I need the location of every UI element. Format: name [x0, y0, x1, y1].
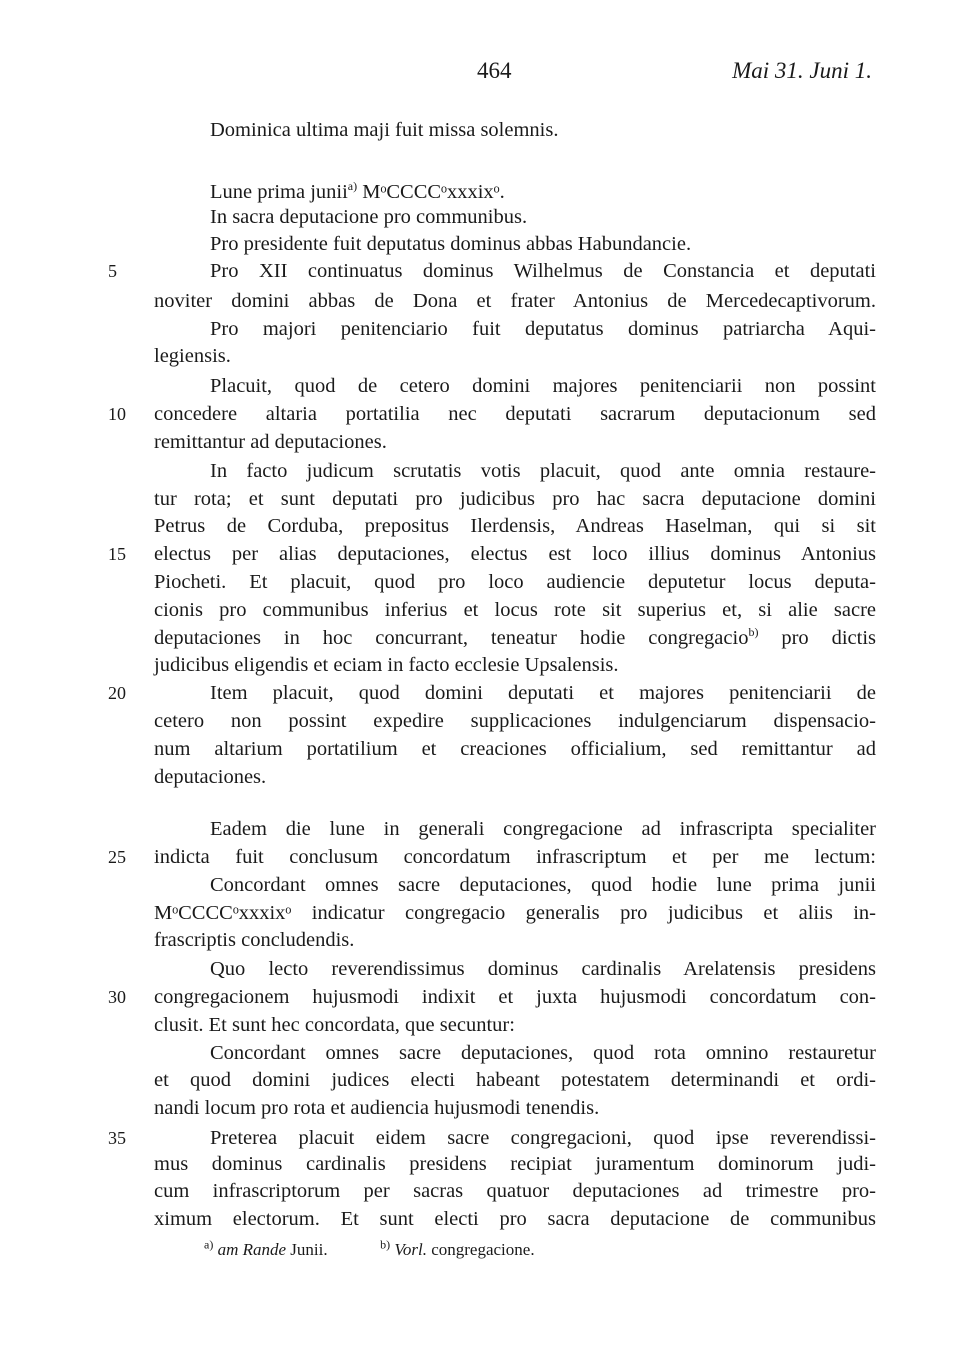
text-line: frascriptis concludendis.: [154, 929, 355, 951]
text-line: Concordant omnes sacre deputaciones, quod rota omnino restauretur: [210, 1042, 876, 1064]
text-line: In facto judicum scrutatis votis placuit, quod ante omnia restaure-: [210, 460, 876, 482]
text-line: Lune prima junii$^{a)}$ MᵒCCCCᵒxxxixᵒ.: [210, 179, 505, 203]
text-line: cetero non possint expedire supplicaciones indulgenciarum dispensacio-: [154, 710, 876, 732]
text-line: Piocheti. Et placuit, quod pro loco audiencie deputetur locus deputa-: [154, 571, 876, 593]
text-line: Quo lecto reverendissimus dominus cardinalis Arelatensis presidens: [210, 958, 876, 980]
text-line: Petrus de Corduba, prepositus Ilerdensis, Andreas Haselman, qui si sit: [154, 515, 876, 537]
text-line: congregacionem hujusmodi indixit et juxta hujusmodi concordatum con-: [154, 986, 876, 1008]
text-line: mus dominus cardinalis presidens recipiat juramentum dominorum judi-: [154, 1153, 876, 1175]
footnotes: [204, 1237, 535, 1260]
text-line: clusit. Et sunt hec concordata, que secuntur:: [154, 1014, 515, 1036]
margin-line-number: 15: [108, 544, 126, 564]
footnote-marker: b): [748, 625, 759, 640]
text-line: concedere altaria portatilia nec deputati sacrarum deputacionum sed: [154, 403, 876, 425]
margin-line-number: 20: [108, 683, 126, 703]
margin-line-number: 5: [108, 261, 117, 281]
text-line: cionis pro communibus inferius et locus rote sit superius et, si alie sacre: [154, 599, 876, 621]
text-line: nandi locum pro rota et audiencia hujusmodi tenendis.: [154, 1097, 600, 1119]
text-line: judicibus eligendis et eciam in facto ecclesie Upsalensis.: [154, 654, 619, 676]
text-line: ximum electorum. Et sunt electi pro sacra deputacione de communibus: [154, 1208, 876, 1230]
text-line: noviter domini abbas de Dona et frater Antonius de Mercedecaptivorum.: [154, 290, 876, 312]
margin-line-number: 30: [108, 987, 126, 1007]
text-line: et quod domini judices electi habeant potestatem determinandi et ordi-: [154, 1069, 876, 1091]
footnote-b: $^{b)}$ Vorl. congregacione.: [380, 1237, 535, 1259]
page-header: [0, 58, 960, 90]
text-line: tur rota; et sunt deputati pro judicibus pro hac sacra deputacione domini: [154, 488, 876, 510]
text-line: cum infrascriptorum per sacras quatuor deputaciones ad trimestre pro-: [154, 1180, 876, 1202]
margin-line-number: 10: [108, 404, 126, 424]
text-line: deputaciones in hoc concurrant, teneatur hodie congregacio$^{b)}$ pro dictis: [154, 625, 876, 649]
running-head: Mai 31. Juni 1.: [732, 58, 872, 83]
text-line: indicta fuit conclusum concordatum infrascriptum et per me lectum:: [154, 846, 876, 868]
text-line: Placuit, quod de cetero domini majores penitenciarii non possint: [210, 375, 876, 397]
text-line: num altarium portatilium et creaciones officialium, sed remittantur ad: [154, 738, 876, 760]
text-line: Dominica ultima maji fuit missa solemnis.: [210, 119, 559, 141]
text-line: deputaciones.: [154, 766, 267, 788]
text-line: Concordant omnes sacre deputaciones, quod hodie lune prima junii: [210, 874, 876, 896]
page-number: 464: [477, 58, 512, 83]
footnote-marker: a): [347, 179, 358, 194]
footnote-a: $^{a)}$ am Rande Junii.: [204, 1237, 328, 1259]
text-line: Pro majori penitenciario fuit deputatus dominus patriarcha Aqui-: [210, 318, 876, 340]
text-line: Preterea placuit eidem sacre congregacioni, quod ipse reverendissi-: [210, 1127, 876, 1149]
text-line: Item placuit, quod domini deputati et majores penitenciarii de: [210, 682, 876, 704]
text-line: remittantur ad deputaciones.: [154, 431, 387, 453]
margin-line-number: 25: [108, 847, 126, 867]
text-line: electus per alias deputaciones, electus est loco illius dominus Antonius: [154, 543, 876, 565]
text-line: Pro presidente fuit deputatus dominus abbas Habundancie.: [210, 233, 692, 255]
margin-line-number: 35: [108, 1128, 126, 1148]
text-line: In sacra deputacione pro communibus.: [210, 206, 528, 228]
text-line: Pro XII continuatus dominus Wilhelmus de Constancia et deputati: [210, 260, 876, 282]
text-line: Eadem die lune in generali congregacione ad infrascripta specialiter: [210, 818, 876, 840]
text-line: MᵒCCCCᵒxxxixᵒ indicatur congregacio generalis pro judicibus et aliis in-: [154, 902, 876, 924]
text-line: legiensis.: [154, 345, 231, 367]
